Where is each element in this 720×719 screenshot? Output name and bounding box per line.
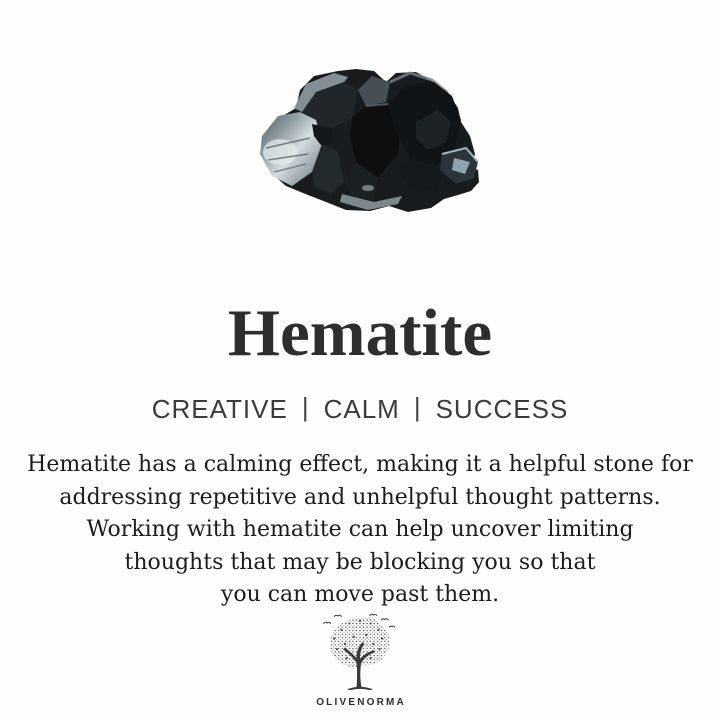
hematite-crystal-graphic <box>250 60 480 220</box>
description-line: you can move past them. <box>220 582 500 607</box>
trait-calm: CALM <box>323 394 400 424</box>
brand-name: OLIVENORMA <box>316 697 406 708</box>
trait-success: SUCCESS <box>435 394 569 424</box>
olive-tree-with-birds-icon <box>320 612 400 690</box>
description-line: Working with hematite can help uncover limiting <box>86 517 634 542</box>
hematite-stone-image <box>250 60 480 220</box>
brand-logo <box>0 612 720 708</box>
trait-creative: CREATIVE <box>151 394 288 424</box>
traits-row <box>0 392 720 424</box>
description-line: thoughts that may be blocking you so that <box>124 549 596 575</box>
description-text <box>0 449 720 612</box>
description-line: addressing repetitive and unhelpful thought patterns. <box>59 484 661 510</box>
trait-separator: | <box>301 392 310 422</box>
page-title: Hematite <box>227 296 493 370</box>
trait-separator: | <box>413 392 422 422</box>
description-line: Hematite has a calming effect, making it a helpful stone for <box>27 452 693 477</box>
